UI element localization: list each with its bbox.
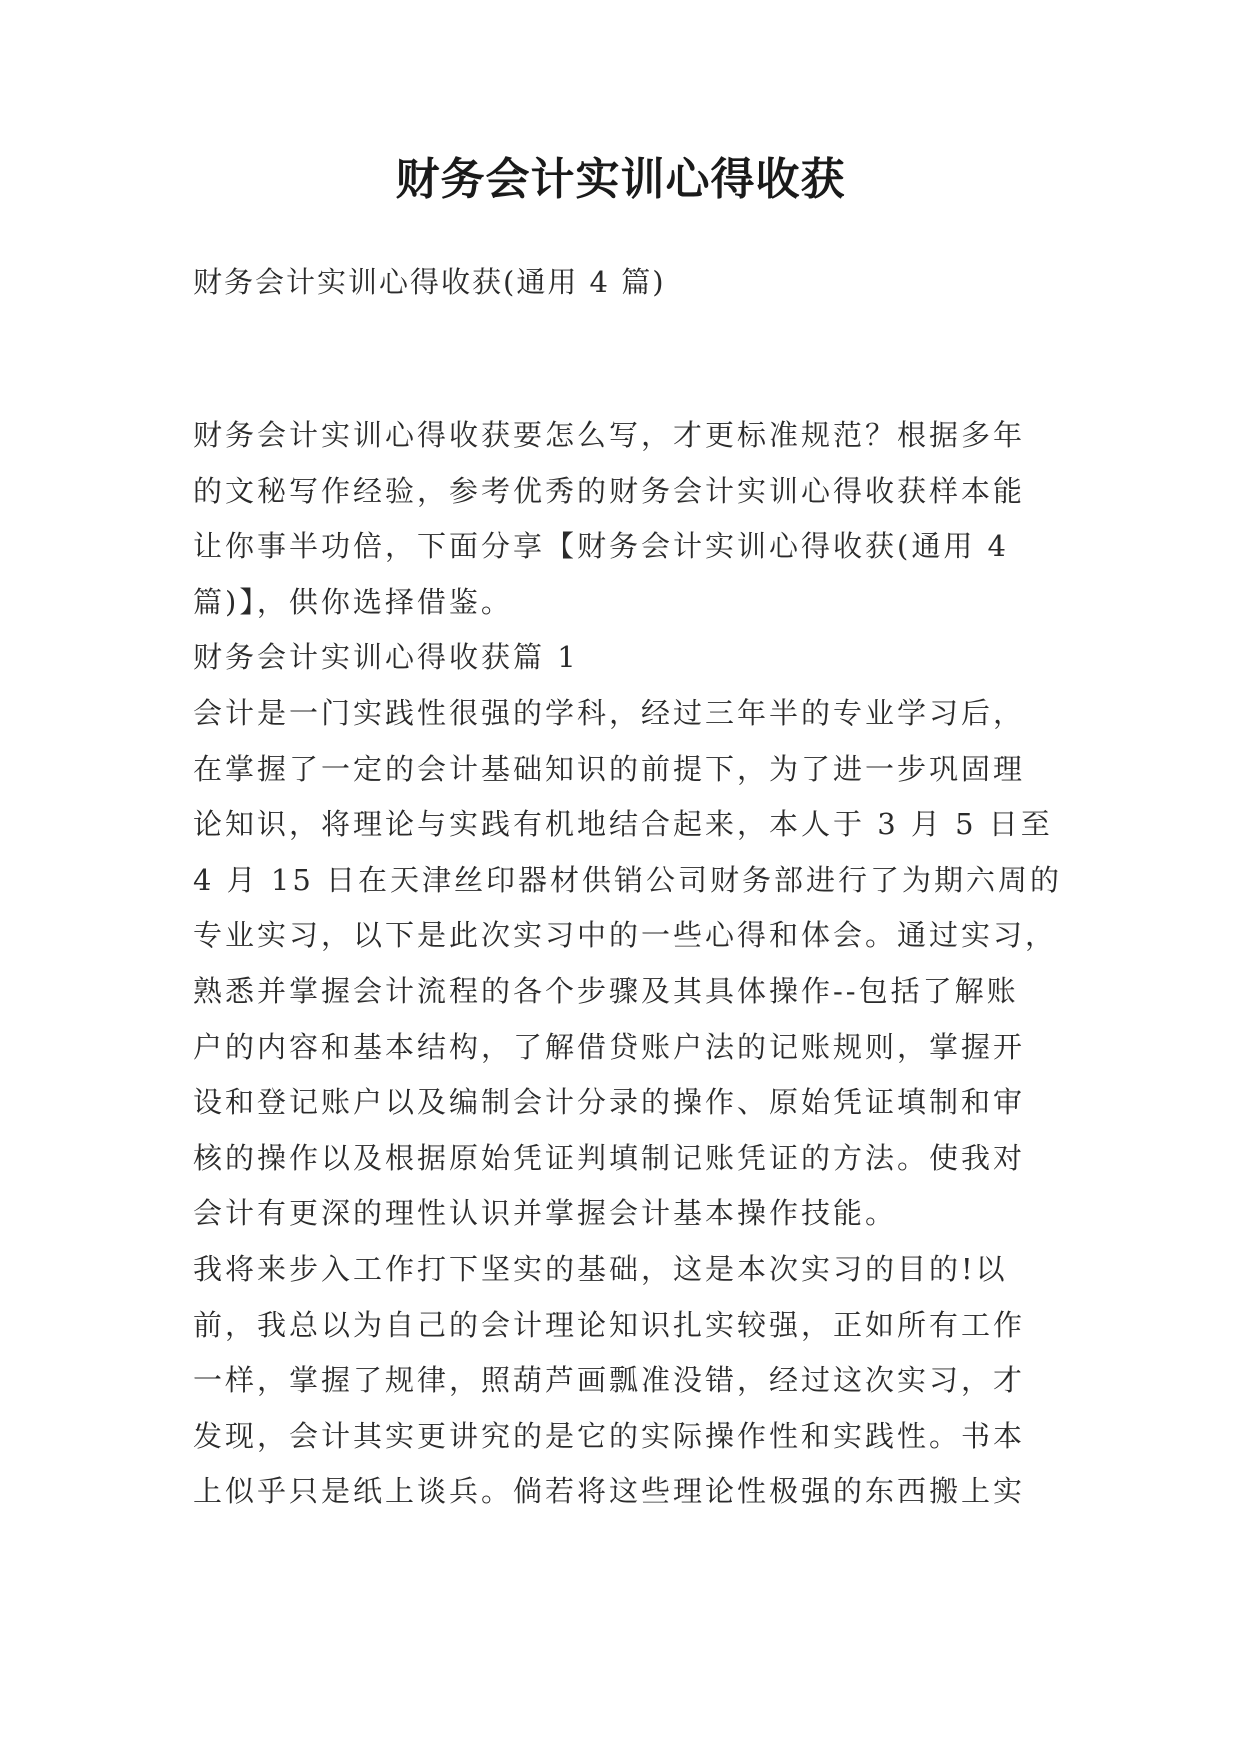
document-subtitle: 财务会计实训心得收获(通用 4 篇) [193,265,666,299]
body-line: 熟悉并掌握会计流程的各个步骤及其具体操作--包括了解账 [193,973,1019,1008]
body-line: 发现，会计其实更讲究的是它的实际操作性和实践性。书本 [193,1418,1026,1453]
body-line: 会计是一门实践性很强的学科，经过三年半的专业学习后， [193,695,1026,730]
body-line: 户的内容和基本结构，了解借贷账户法的记账规则，掌握开 [193,1029,1026,1064]
document-body [193,408,1063,1520]
body-line: 核的操作以及根据原始凭证判填制记账凭证的方法。使我对 [193,1140,1026,1175]
body-line: 在掌握了一定的会计基础知识的前提下，为了进一步巩固理 [193,751,1026,786]
body-line: 设和登记账户以及编制会计分录的操作、原始凭证填制和审 [193,1085,1026,1120]
body-line: 篇)】，供你选择借鉴。 [193,584,513,619]
document-title: 财务会计实训心得收获 [395,154,846,205]
body-line: 财务会计实训心得收获要怎么写，才更标准规范？根据多年 [193,418,1026,452]
body-line: 前，我总以为自己的会计理论知识扎实较强，正如所有工作 [193,1307,1026,1342]
body-line: 让你事半功倍，下面分享【财务会计实训心得收获(通用 4 [193,529,1009,564]
body-line: 的文秘写作经验，参考优秀的财务会计实训心得收获样本能 [193,473,1026,508]
body-line: 专业实习，以下是此次实习中的一些心得和体会。通过实习， [193,918,1058,953]
body-line: 4 月 15 日在天津丝印器材供销公司财务部进行了为期六周的 [193,862,1063,897]
body-line: 会计有更深的理性认识并掌握会计基本操作技能。 [193,1196,898,1231]
section-heading: 财务会计实训心得收获篇 1 [193,640,579,675]
body-line: 上似乎只是纸上谈兵。倘若将这些理论性极强的东西搬上实 [193,1474,1026,1509]
body-line: 我将来步入工作打下坚实的基础，这是本次实习的目的!以 [193,1251,1008,1286]
body-line: 论知识，将理论与实践有机地结合起来，本人于 3 月 5 日至 [193,807,1053,842]
body-line: 一样，掌握了规律，照葫芦画瓢准没错，经过这次实习，才 [193,1363,1026,1398]
